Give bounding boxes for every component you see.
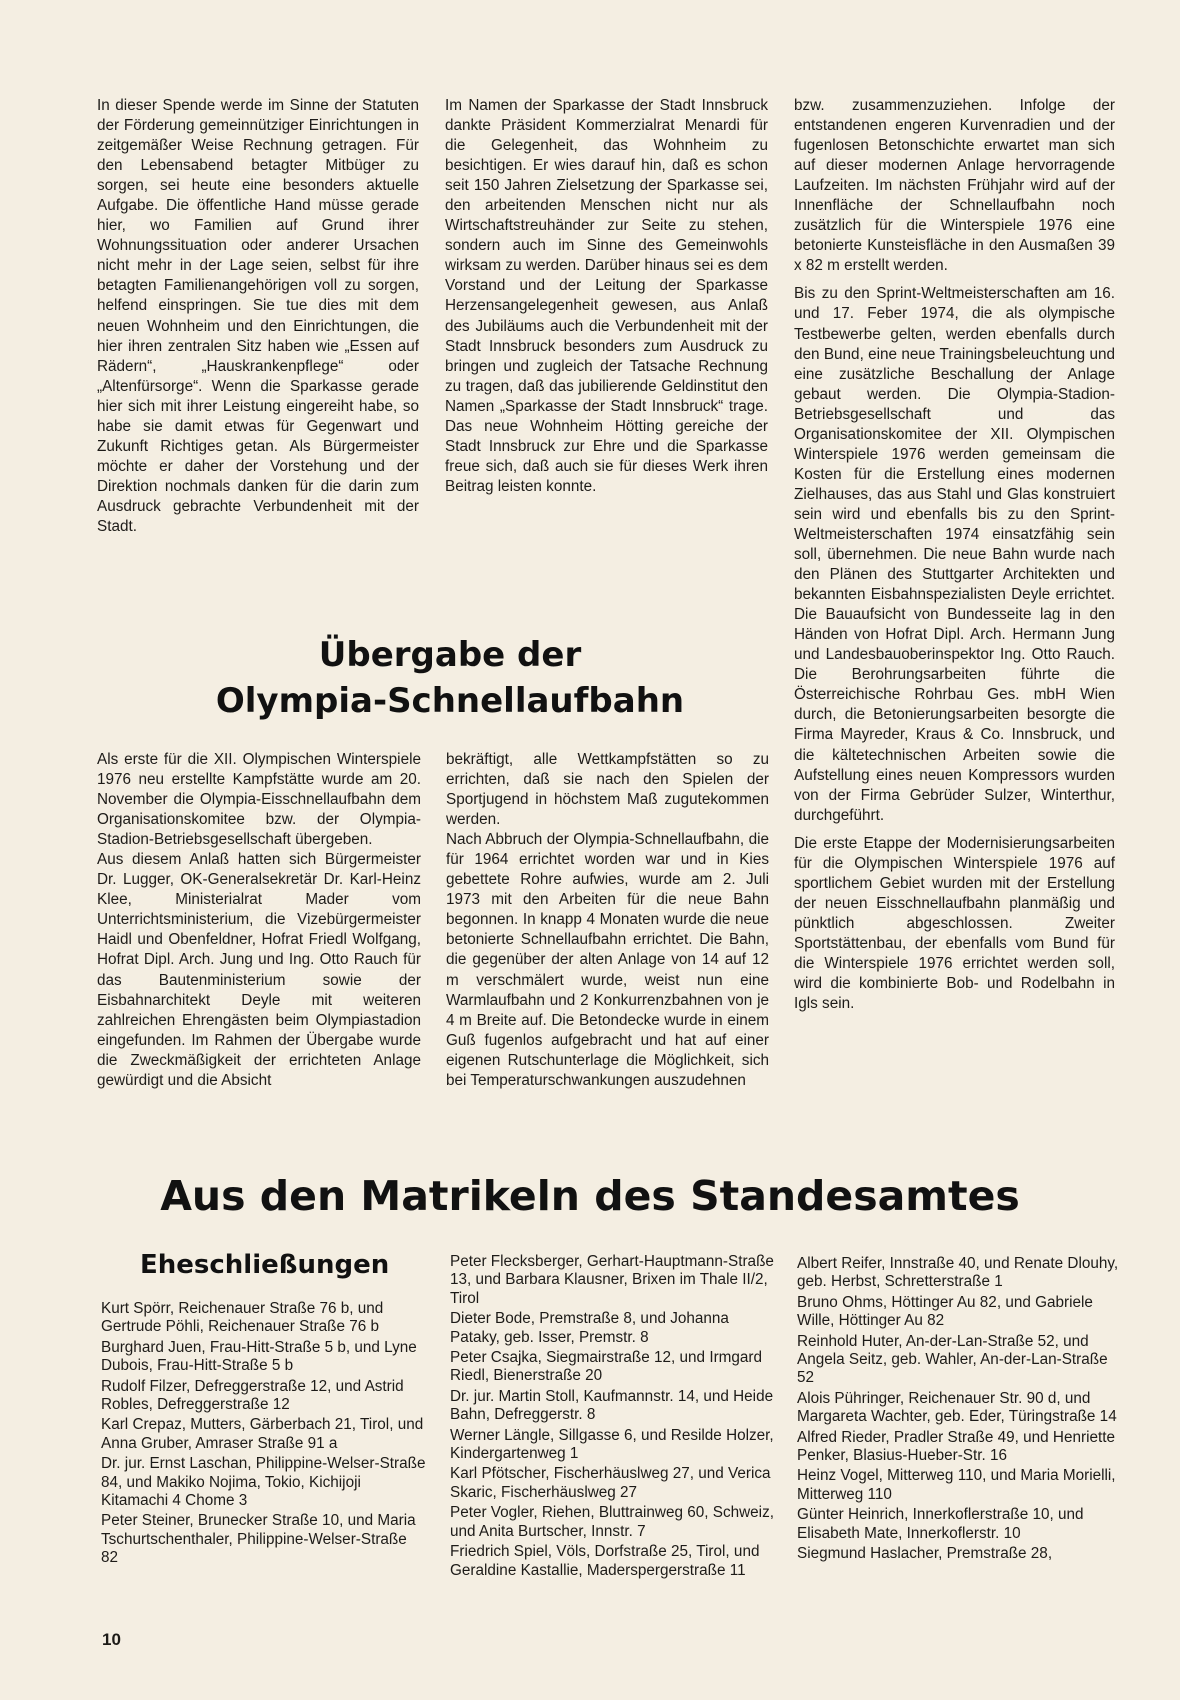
list-item: Siegmund Haslacher, Premstraße 28, [797, 1545, 1053, 1563]
list-item: Rudolf Filzer, Defreggerstraße 12, und Astrid Robles, Defreggerstraße 12 [101, 1377, 404, 1414]
article1-column-2 [445, 96, 768, 497]
list-item: Dieter Bode, Premstraße 8, und Johanna Pataky, geb. Isser, Premstr. 8 [450, 1310, 729, 1346]
list-item: Peter Steiner, Brunecker Straße 10, und Maria Tschurtschenthaler, Philippine-Welser-Straße 82 [101, 1512, 416, 1567]
paragraph: Die erste Etappe der Modernisierungsarbeiten für die Olympischen Winterspiele 1976 auf sportlichem Gebiet wurden mit der Erstellung der neuen Eisschnellaufbahn planmäßig und pünktlich abgeschlossen. Zweiter Sportstättenbau, der ebenfalls vom Bund für die Winterspiele 1976 errichtet werden soll, wird die kombinierte Bob- und Rodelbahn in Igls sein. [794, 834, 1115, 1013]
list-item: Günter Heinrich, Innerkoflerstraße 10, und Elisabeth Mate, Innerkoflerstr. 10 [797, 1506, 1084, 1542]
list-item: Dr. jur. Martin Stoll, Kaufmannstr. 14, und Heide Bahn, Defreggerstr. 8 [450, 1387, 774, 1424]
paragraph: bekräftigt, alle Wettkampfstätten so zu errichten, daß sie nach den Spielen der Sportjugend in höchstem Maß zugutekommen werden. [446, 751, 769, 829]
paragraph: In dieser Spende werde im Sinne der Statuten der Förderung gemeinnütziger Einrichtungen in zeitgemäßer Weise Rechnung getragen. Für den Lebensabend betagter Mitbüger zu sorgen, sei heute eine besonders aktuelle Aufgabe. Die öffentliche Hand müsse gerade hier, wo Familien auf Grund ihrer Wohnungssituation oder anderer Ursachen nicht mehr in der Lage seien, selbst für ihre betagten Familienangehörigen voll zu sorgen, helfend einspringen. Sie tue dies mit dem neuen Wohnheim und den Einrichtungen, die hier ihren zentralen Sitz haben wie „Essen auf Rädern“, „Hauskrankenpflege“ oder „Altenfürsorge“. Wenn die Sparkasse gerade hier sich mit ihrer Leistung eingereiht habe, so habe sie damit etwas für Gegenwart und Zukunft Richtiges getan. Als Bürgermeister möchte er daher der Vorstehung und der Direktion nochmals danken für die darin zum Ausdruck gebrachte Verbundenheit mit der Stadt. [97, 97, 419, 535]
list-item: Burghard Juen, Frau-Hitt-Straße 5 b, und Lyne Dubois, Frau-Hitt-Straße 5 b [101, 1338, 417, 1375]
list-item: Peter Csajka, Siegmairstraße 12, und Irmgard Riedl, Bienerstraße 20 [450, 1349, 763, 1385]
paragraph: Nach Abbruch der Olympia-Schnellaufbahn, die für 1964 errichtet worden war und in Kies gebettete Rohre aufwies, wurde am 2. Juli 1973 mit den Arbeiten für die neue Bahn begonnen. In knapp 4 Monaten wurde die neue betonierte Schnellaufbahn errichtet. Die Bahn, die gegenüber der alten Anlage von 14 auf 12 m verschmälert wurde, weist nun eine Warmlaufbahn und 2 Konkurrenzbahnen von je 4 m Breite auf. Die Betondecke wurde in einem Guß fugenlos aufgebracht und hat auf einer eigenen Rutschunterlage die Möglichkeit, sich bei Temperaturschwankungen auszudehnen [446, 831, 769, 1089]
article2-title [150, 632, 750, 724]
paragraph: Aus diesem Anlaß hatten sich Bürgermeister Dr. Lugger, OK-Generalsekretär Dr. Karl-Heinz Klee, Ministerialrat Mader vom Unterrichtsministerium, die Vizebürgermeister Haidl und Obenfeldner, Hofrat Friedl Wolfgang, Hofrat Dipl. Arch. Jung und Ing. Otto Rauch für das Bautenministerium sowie der Eisbahnarchitekt Deyle mit weiteren zahlreichen Ehrengästen beim Olympiastadion eingefunden. Im Rahmen der Übergabe wurde die Zweckmäßigkeit der errichteten Anlage gewürdigt und die Absicht [97, 851, 421, 1089]
list-item: Heinz Vogel, Mitterweg 110, und Maria Morielli, Mitterweg 110 [797, 1467, 1116, 1503]
list-item: Reinhold Huter, An-der-Lan-Straße 52, und Angela Seitz, geb. Wahler, An-der-Lan-Straße 52 [797, 1332, 1108, 1387]
list-item: Alois Pühringer, Reichenauer Str. 90 d, und Margareta Wachter, geb. Eder, Türingstraße 14 [797, 1389, 1117, 1426]
marriages-column-1 [101, 1300, 426, 1570]
paragraph: Im Namen der Sparkasse der Stadt Innsbruck dankte Präsident Kommerzialrat Menardi für die Gelegenheit, das Wohnheim zu besichtigen. Er wies darauf hin, daß es schon seit 150 Jahren Zielsetzung der Sparkasse sei, den arbeitenden Menschen nicht nur als Wirtschaftstreuhänder zur Seite zu stehen, sondern auch im Sinne des Gemeinwohls wirksam zu werden. Darüber hinaus sei es dem Vorstand und der Leitung der Sparkasse Herzensangelegenheit gewesen, aus Anlaß des Jubiläums auch die Verbundenheit mit der Stadt Innsbruck besonders zum Ausdruck zu bringen und zugleich der Tatsache Rechnung zu tragen, daß das jubilierende Geldinstitut den Namen „Sparkasse der Stadt Innsbruck“ trage. Das neue Wohnheim Hötting gereiche der Stadt Innsbruck zur Ehre und die Sparkasse freue sich, daß auch sie für dieses Werk ihren Beitrag leisten konnte. [445, 97, 768, 495]
list-item: Bruno Ohms, Höttinger Au 82, und Gabriele Wille, Höttinger Au 82 [797, 1293, 1093, 1330]
paragraph: bzw. zusammenzuziehen. Infolge der entstandenen engeren Kurvenradien und der fugenlosen Betonschichte erwartet man sich auf dieser modernen Anlage hervorragende Laufzeiten. Im nächsten Frühjahr wird auf der Innenfläche der Schnellaufbahn noch zusätzlich für die Winterspiele 1976 eine betonierte Kunsteisfläche in den Ausmaßen 39 x 82 m erstellt werden. [794, 97, 1115, 275]
article2-column-1 [97, 750, 421, 1091]
page-number: 10 [102, 1630, 121, 1649]
list-item: Albert Reifer, Innstraße 40, und Renate Dlouhy, geb. Herbst, Schretterstraße 1 [797, 1255, 1119, 1291]
list-item: Werner Längle, Sillgasse 6, und Resilde Holzer, Kindergartenweg 1 [450, 1426, 774, 1463]
list-item: Friedrich Spiel, Völs, Dorfstraße 25, Tirol, und Geraldine Kastallie, Maderspergerstraße 11 [450, 1543, 760, 1579]
list-item: Dr. jur. Ernst Laschan, Philippine-Welser-Straße 84, und Makiko Nojima, Tokio, Kichijoji Kitamachi 4 Chome 3 [101, 1455, 426, 1510]
paragraph: Als erste für die XII. Olympischen Winterspiele 1976 neu erstellte Kampfstätte wurde am 20. November die Olympia-Eisschnellaufbahn dem Organisationskomitee bzw. der Olympia-Stadion-Betriebsgesellschaft übergeben. [97, 751, 421, 849]
list-item: Kurt Spörr, Reichenauer Straße 76 b, und Gertrude Pöhli, Reichenauer Straße 76 b [101, 1300, 384, 1336]
article2-column-3 [794, 96, 1115, 1014]
list-item: Alfred Rieder, Pradler Straße 49, und Henriette Penker, Blasius-Hueber-Str. 16 [797, 1428, 1116, 1465]
list-item: Peter Vogler, Riehen, Bluttrainweg 60, Schweiz, und Anita Burtscher, Innstr. 7 [450, 1504, 774, 1540]
section3-subtitle: Eheschließungen [140, 1250, 390, 1280]
article2-title-line1: Übergabe der [318, 635, 582, 675]
list-item: Karl Pfötscher, Fischerhäuslweg 27, und Verica Skaric, Fischerhäuslweg 27 [450, 1465, 771, 1501]
article1-column-1 [97, 96, 419, 537]
paragraph: Bis zu den Sprint-Weltmeisterschaften am 16. und 17. Feber 1974, die als olympische Testbewerbe gelten, werden ebenfalls durch den Bund, eine neue Trainingsbeleuchtung und eine zusätzliche Beschallung der Anlage gebaut werden. Die Olympia-Stadion-Betriebsgesellschaft und das Organisationskomitee der XII. Olympischen Winterspiele 1976 werden gemeinsam die Kosten für die Erstellung eines modernen Zielhauses, das aus Stahl und Glas konstruiert sein wird und ebenfalls bis zu den Sprint-Weltmeisterschaften 1974 einsatzfähig sein soll, übernehmen. Die neue Bahn wurde nach den Plänen des Stuttgarter Architekten und bekannten Eisbahnspezialisten Deyle errichtet. Die Bauaufsicht von Bundesseite lag in den Händen von Hofrat Dipl. Arch. Hermann Jung und Landesbauoberinspektor Ing. Otto Rauch. Die Berohrungsarbeiten führte die Österreichische Rohrbau Ges. mbH Wien durch, die Betonierungsarbeiten besorgte die Firma Mayreder, Kraus & Co. Innsbruck, und die kältetechnischen Arbeiten sowie die Aufstellung eines neuen Kompressors wurden von der Firma Gebrüder Sulzer, Winterthur, durchgeführt. [794, 285, 1115, 824]
article2-column-2 [446, 750, 769, 1091]
list-item: Peter Flecksberger, Gerhart-Hauptmann-Straße 13, und Barbara Klausner, Brixen im Thale II/2, Tirol [450, 1253, 774, 1307]
marriages-column-2 [450, 1253, 775, 1582]
list-item: Karl Crepaz, Mutters, Gärberbach 21, Tirol, und Anna Gruber, Amraser Straße 91 a [101, 1416, 424, 1452]
article2-title-line2: Olympia-Schnellaufbahn [215, 681, 685, 721]
section3-title: Aus den Matrikeln des Standesamtes [160, 1172, 1020, 1220]
marriages-column-3 [797, 1255, 1122, 1566]
